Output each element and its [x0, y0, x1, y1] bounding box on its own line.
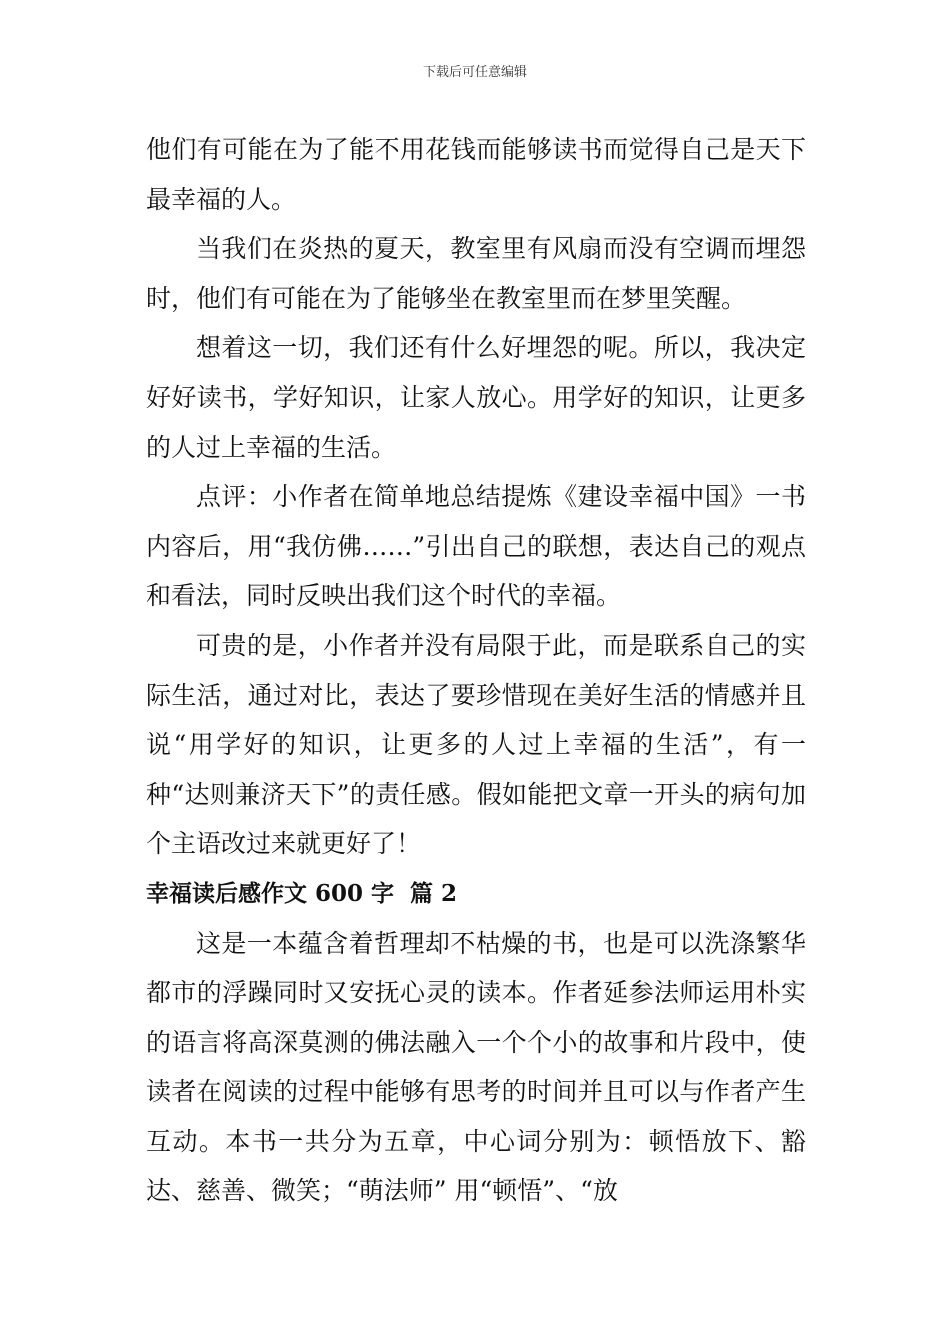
- paragraph-1: 他们有可能在为了能不用花钱而能够读书而觉得自己是天下最幸福的人。: [146, 135, 806, 214]
- paragraph-5: 可贵的是，小作者并没有局限于此，而是联系自己的实际生活，通过对比，表达了要珍惜现在美好生活的情感并且说“用学好的知识，让更多的人过上幸福的生活”，有一种“达则兼济天下”的责任感。假如能把文章一开头的病句加个主语改过来就更好了！: [146, 630, 806, 859]
- paragraph-6: 这是一本蕴含着哲理却不枯燥的书，也是可以洗涤繁华都市的浮躁同时又安抚心灵的读本。作者延参法师运用朴实的语言将高深莫测的佛法融入一个个小的故事和片段中，使读者在阅读的过程中能够有思考的时间并且可以与作者产生互动。本书一共分为五章，中心词分别为：顿悟放下、豁达、慈善、微笑；“萌法师” 用“顿悟”、“放: [146, 928, 806, 1206]
- paragraph-3: 想着这一切，我们还有什么好埋怨的呢。所以，我决定好好读书，学好知识，让家人放心。用学好的知识，让更多的人过上幸福的生活。: [146, 333, 806, 462]
- page-header-note: 下载后可任意编辑: [422, 65, 527, 80]
- paragraph-2: 当我们在炎热的夏天，教室里有风扇而没有空调而埋怨时，他们有可能在为了能够坐在教室里而在梦里笑醒。: [146, 234, 806, 313]
- section-title: 幸福读后感作文 600 字 篇 2: [146, 879, 458, 907]
- paragraph-comment: 点评：小作者在简单地总结提炼《建设幸福中国》一书内容后，用“我仿佛……”引出自己的联想，表达自己的观点和看法，同时反映出我们这个时代的幸福。: [146, 482, 806, 611]
- document-body: [146, 125, 806, 1216]
